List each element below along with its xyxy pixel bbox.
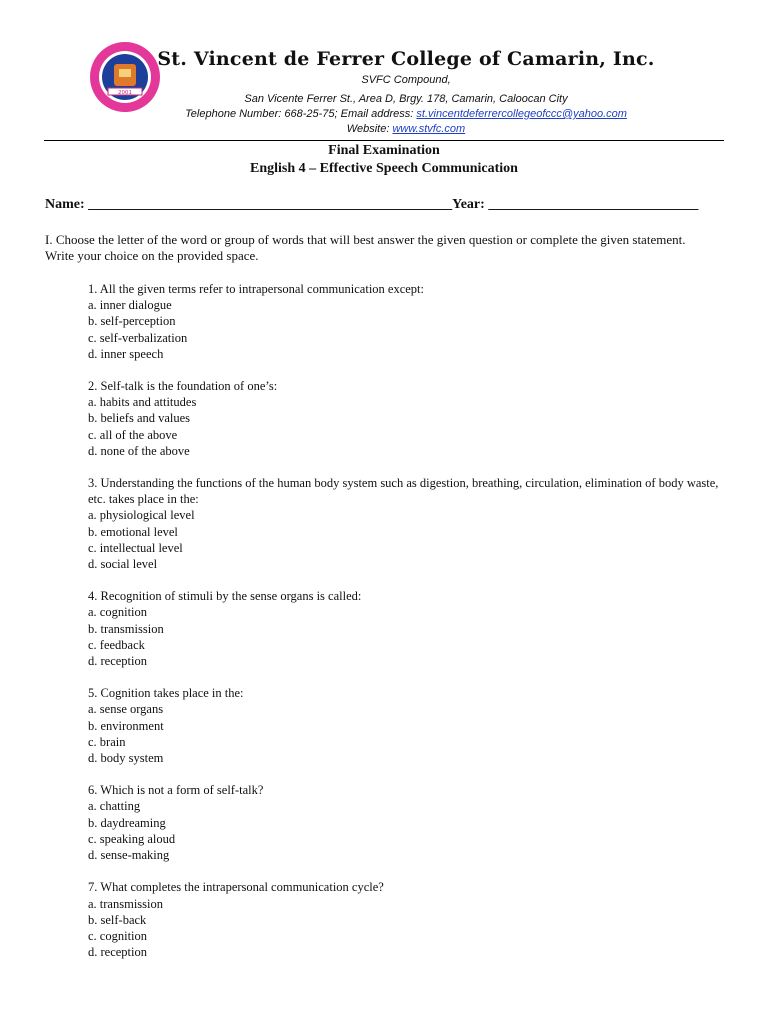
question-item: [88, 685, 728, 766]
option: b. daydreaming: [88, 815, 166, 830]
question-item: [88, 475, 728, 572]
question-text: 7. What completes the intrapersonal communication cycle?: [88, 880, 384, 895]
option: b. beliefs and values: [88, 411, 191, 426]
exam-subject: English 4 – Effective Speech Communication: [250, 161, 518, 176]
option: a. chatting: [88, 799, 141, 814]
option: a. physiological level: [88, 508, 195, 523]
email-link[interactable]: st.vincentdeferrercollegeofccc@yahoo.com: [416, 108, 627, 120]
option: d. reception: [88, 654, 148, 669]
question-item: [88, 588, 728, 669]
question-item: [88, 782, 728, 863]
school-website: [0, 123, 768, 135]
option: d. social level: [88, 557, 158, 572]
question-text: 5. Cognition takes place in the:: [88, 686, 244, 701]
name-year-row: [45, 197, 698, 213]
website-prefix: Website:: [346, 123, 393, 135]
question-text: 1. All the given terms refer to intrapersonal communication except:: [88, 282, 425, 296]
option: b. emotional level: [88, 524, 178, 539]
question-text: 6. Which is not a form of self-talk?: [88, 783, 264, 798]
option: c. cognition: [88, 928, 148, 943]
option: b. self-back: [88, 912, 147, 927]
contact-prefix: Telephone Number: 668-25-75; Email address:: [185, 108, 417, 120]
school-contact: [0, 108, 768, 120]
option: c. feedback: [88, 637, 145, 652]
school-compound: SVFC Compound,: [361, 74, 451, 86]
option: a. habits and attitudes: [88, 395, 197, 410]
name-blank[interactable]: ____________________________________________________: [88, 197, 453, 212]
option: d. sense-making: [88, 848, 170, 863]
exam-title: Final Examination: [328, 143, 440, 158]
website-link[interactable]: www.stvfc.com: [392, 123, 466, 135]
question-text: 3. Understanding the functions of the human body system such as digestion, breathing, circulation, elimination of body waste, etc. takes place in the:: [88, 476, 719, 507]
question-item: [88, 378, 728, 459]
option: c. brain: [88, 734, 126, 749]
question-list: [88, 281, 728, 976]
option: c. self-verbalization: [88, 330, 188, 345]
option: d. body system: [88, 751, 164, 766]
question-item: [88, 281, 728, 362]
question-text: 2. Self-talk is the foundation of one’s:: [88, 379, 278, 394]
question-item: [88, 879, 728, 960]
option: a. inner dialogue: [88, 298, 172, 313]
option: a. cognition: [88, 605, 148, 620]
school-address: San Vicente Ferrer St., Area D, Brgy. 178, Camarin, Caloocan City: [244, 93, 568, 105]
option: d. inner speech: [88, 346, 164, 361]
name-label: Name:: [45, 197, 89, 212]
option: a. sense organs: [88, 702, 164, 717]
school-name: St. Vincent de Ferrer College of Camarin, Inc.: [157, 48, 655, 70]
option: c. intellectual level: [88, 540, 183, 555]
option: a. transmission: [88, 896, 163, 911]
option: b. self-perception: [88, 314, 176, 329]
logo-year: 2001: [118, 90, 132, 96]
option: b. environment: [88, 718, 164, 733]
option: c. all of the above: [88, 427, 178, 442]
option: b. transmission: [88, 621, 164, 636]
question-text: 4. Recognition of stimuli by the sense organs is called:: [88, 589, 362, 604]
option: d. reception: [88, 945, 148, 960]
year-blank[interactable]: ______________________________: [488, 197, 699, 212]
option: d. none of the above: [88, 443, 190, 458]
instructions: I. Choose the letter of the word or group of words that will best answer the given question or complete the given statement. Write your choice on the provided space.: [45, 232, 686, 263]
option: c. speaking aloud: [88, 831, 176, 846]
header-divider: [44, 140, 724, 141]
year-label: Year:: [452, 197, 489, 212]
